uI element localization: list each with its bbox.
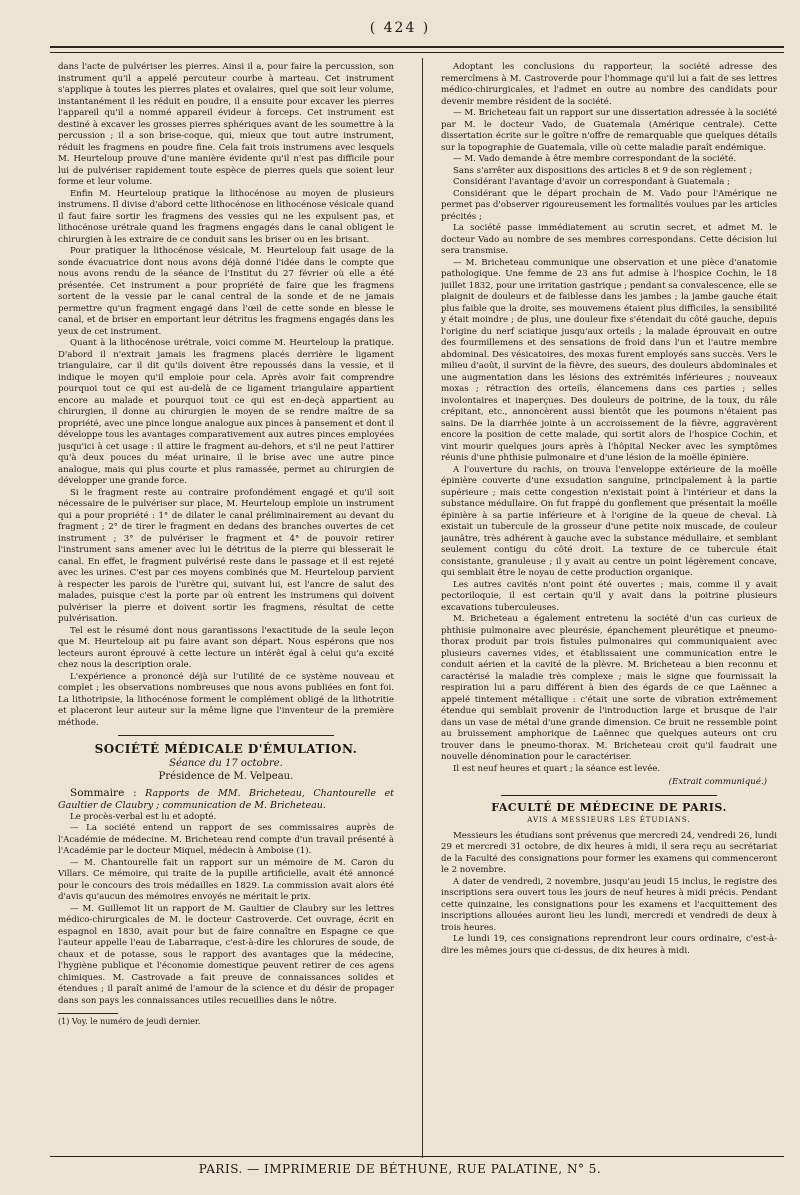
paragraph: M. Bricheteau a également entretenu la société d'un cas curieux de phthisie pulmonaire avec pleurésie, épanchement pleurétique et pneumo-thorax produit par trois fistules pulmonaires qui communiquaient avec plusieurs cavernes vides, et établissaient une communication entre le conduit aérien et la cavité de la plèvre. M. Bricheteau a bien reconnu et caractérisé la maladie très complexe ; mais le signe que fournissait la respiration lui a paru différent à bien des égards de ce que Laënnec a appelé tintement métallique : c'était une sorte de vibration extrêmement étendue qui semblait provenir de l'introduction large et brusque de l'air dans un vase de métal d'une grande dimension. Ce bruit ne ressemble point au bruissement amphorique de Laënnec que quelques auteurs ont cru trouver dans le pneumo-thorax. M. Bricheteau croit qu'il faudrait une nouvelle dénomination pour le caractériser. [441, 614, 777, 762]
paragraph: Tel est le résumé dont nous garantissons l'exactitude de la seule leçon que M. Heurteloup ait pu faire avant son départ. Nous espérons que nos lecteurs auront éprouvé à cette lecture un intérêt égal à celui qu'a excité chez nous la description orale. [58, 625, 394, 670]
paragraph: L'expérience a prononcé déjà sur l'utilité de ce système nouveau et complet ; les observations nombreuses que nous avons publiées en font foi. La lithotripsie, la lithocénose forment le complément obligé de la lithotritie et placeront leur auteur sur la même ligne que l'inventeur de la première méthode. [58, 671, 394, 728]
paragraph: Considérant que le départ prochain de M. Vado pour l'Amérique ne permet pas d'observer rigoureusement les formalités voulues par les articles précités ; [441, 188, 777, 222]
column-divider [422, 58, 423, 1158]
paragraph: — La société entend un rapport de ses commissaires auprès de l'Académie de médecine. M. Bricheteau rend compte d'un travail présenté à l'Académie par le docteur Miquel, médecin à Amboise (1). [58, 823, 394, 856]
footnote: (1) Voy. le numéro de jeudi dernier. [58, 1017, 201, 1026]
paragraph: Messieurs les étudians sont prévenus que mercredi 24, vendredi 26, lundi 29 et mercredi 31 octobre, de dix heures à midi, il sera reçu au secrétariat de la Faculté des consignations pour former les examens qui commenceront le 2 novembre. [441, 830, 777, 875]
paragraph: Les autres cavités n'ont point été ouvertes ; mais, comme il y avait pectoriloquie, il est certain qu'il y avait dans la poitrine plusieurs excavations tuberculeuses. [441, 579, 777, 613]
faculty-title: FACULTÉ DE MÉDECINE DE PARIS. [491, 800, 727, 814]
paragraph: Il est neuf heures et quart ; la séance est levée. [453, 763, 661, 774]
paragraph: Le procès-verbal est lu et adopté. [70, 811, 217, 822]
sommaire [58, 787, 394, 812]
paragraph: Quant à la lithocénose urétrale, voici comme M. Heurteloup la pratique. D'abord il n'extrait jamais les fragmens placés derrière le ligament triangulaire, car il dit qu'ils doivent être repoussés dans la vessie, et il indique le moyen qu'il emploie pour cela. Après avoir fait comprendre pourquoi tout ce qui est au-delà de ce ligament triangulaire appartient encore au malade et pourquoi tout ce qui est en-deçà appartient au chirurgien, il donne au chirurgien le moyen de se rendre maître de sa propriété, avec une pince longue analogue aux pinces à pansement et dont il développe tous les avantages comparativement aux autres pinces employées jusqu'ici à cet usage : il attire le fragment au-dehors, et s'il ne peut l'attirer qu'à deux pouces du méat urinaire, il le brise avec une autre pince analogue, mais qui plus courte et plus ramassée, permet au chirurgien de développer une grande force. [58, 338, 394, 486]
paragraph: A l'ouverture du rachis, on trouva l'enveloppe extérieure de la moëlle épinière couverte d'une exsudation sanguine, principalement à la partie supérieure ; mais cette congestion n'existait point à l'intérieur et dans la substance médullaire. On fut frappé du gonflement que présentait la moëlle épinière à sa partie inférieure et à l'origine de la queue de cheval. Là existait un tubercule de la grosseur d'une petite noix muscade, de couleur jaunâtre, très adhérent à gauche avec la substance médullaire, et semblant seulement contigu du côté droit. La texture de ce tubercule était consistante, granuleuse ; il y avait au centre un point légèrement concave, qui semblait être le noyau de cette production organique. [441, 464, 777, 578]
paragraph: — M. Vado demande à être membre correspondant de la société. [453, 154, 737, 164]
sommaire-text: Rapports de MM. Bricheteau, Chantourelle et Gaultier de Claubry ; communication de M. Bricheteau. [58, 787, 394, 811]
faculty-subtitle: AVIS A MESSIEURS LES ÉTUDIANS. [527, 816, 691, 824]
left-column [58, 62, 394, 1144]
section-divider [118, 735, 334, 736]
paragraph: Considérant l'avantage d'avoir un correspondant à Guatemala ; [453, 177, 730, 187]
paragraph: Adoptant les conclusions du rapporteur, la société adresse des remercîmens à M. Castroverde pour l'hommage qu'il lui a fait de ses lettres médico-chirurgicales, et l'admet en outre au nombre des candidats pour devenir membre résident de la société. [441, 62, 777, 107]
page-number: ( 424 ) [369, 20, 431, 36]
paragraph: Pour pratiquer la lithocénose vésicale, M. Heurteloup fait usage de la sonde évacuatrice dont nous avons déjà donné l'idée dans le compte que nous avons rendu de la séance de l'Institut du 27 février où elle a été présentée. Cet instrument a pour propriété de faire que les fragmens sortent de la vessie par le canal central de la sonde et de ne jamais permettre qu'un fragment engagé dans l'œil de cette sonde en blesse le canal, et de briser en emportant leur détritus les fragmens engagés dans les yeux de cet instrument. [58, 246, 394, 337]
paragraph: Si le fragment reste au contraire profondément engagé et qu'il soit nécessaire de le pulvériser sur place, M. Heurteloup emploie un instrument qui a pour propriété : 1° de dilater le canal préliminairement au devant du fragment ; 2° de tirer le fragment en dedans des branches ouvertes de cet instrument ; 3° de pulvériser le fragment et 4° de pouvoir retirer l'instrument sans amener avec lui le détritus de la pierre qui blesserait le canal. En effet, le fragment pulvérisé reste dans le passage et il est rejeté avec les urines. C'est par ces moyens combinés que M. Heurteloup parvient à respecter les parois de l'urètre qui, suivant lui, est l'ancre de salut des malades, puisque c'est la porte par où entrent les instrumens qui doivent pulvériser la pierre et doivent sortir les fragmens, résultat de cette pulvérisation. [58, 487, 394, 624]
society-title: SOCIÉTÉ MÉDICALE D'ÉMULATION. [94, 742, 358, 756]
paragraph: Enfin M. Heurteloup pratique la lithocénose au moyen de plusieurs instrumens. Il divise d'abord cette lithocénose en lithocénose vésicale quand il faut faire sortir les fragmens des vessies qui ne les expulsent pas, et lithocénose urétrale quand les fragmens engagés dans le canal obligent le chirurgien à les extraire de ce conduit sans les briser ou en les brisant. [58, 188, 394, 245]
footer-rule [50, 1156, 784, 1157]
society-date: Séance du 17 octobre. [169, 757, 283, 769]
presidence: Présidence de M. Velpeau. [158, 771, 294, 782]
extrait-signature: (Extrait communiqué.) [668, 777, 767, 787]
paragraph: La société passe immédiatement au scrutin secret, et admet M. le docteur Vado au nombre de ses membres correspondans. Cette décision lui sera transmise. [441, 223, 777, 256]
imprint-footer: PARIS. — IMPRIMERIE DE BÉTHUNE, RUE PALATINE, N° 5. [198, 1162, 602, 1176]
footnote-rule [58, 1013, 118, 1014]
section-divider [501, 795, 717, 796]
paragraph: dans l'acte de pulvériser les pierres. Ainsi il a, pour faire la percussion, son instrument qu'il a appelé percuteur courbe à marteau. Cet instrument s'applique à toutes les pierres plates et ovalaires, quel que soit leur volume, instantanément il les réduit en poudre, il a ensuite pour excaver les pierres l'appareil qu'il a nommé appareil évideur à forceps. Cet instrument est destiné à excaver les grosses pierres sphériques avant de les soumettre à la percussion ; il a son brise-coque, qui, mieux que tout autre instrument, réduit les fragmens en poudre fine. Cela fait trois instrumens avec lesquels M. Heurteloup prouve d'une manière évidente qu'il n'est pas difficile pour lui de pulvériser rapidement toute espèce de pierres quels que soient leur forme et leur volume. [58, 62, 394, 187]
paragraph: Le lundi 19, ces consignations reprendront leur cours ordinaire, c'est-à-dire les mêmes jours que ci-dessus, de dix heures à midi. [441, 934, 777, 956]
paragraph: A dater de vendredi, 2 novembre, jusqu'au jeudi 15 inclus, le registre des inscriptions sera ouvert tous les jours de neuf heures à midi précis. Pendant cette quinzaine, les consignations pour les examens et l'acquittement des inscriptions allouées auront lieu les lundi, mercredi et vendredi de deux à trois heures. [441, 876, 777, 933]
header-rule [50, 46, 784, 53]
paragraph: — M. Chantourelle fait un rapport sur un mémoire de M. Caron du Villars. Ce mémoire, qui traite de la pupille artificielle, avait été annoncé pour le concours des trois médailles en 1829. La commission avait alors été d'avis qu'aucun des mémoires envoyés ne méritait le prix. [58, 857, 394, 902]
right-column [441, 62, 777, 1144]
sommaire-label: Sommaire : [70, 786, 137, 799]
paragraph: — M. Guillemot lit un rapport de M. Gaultier de Claubry sur les lettres médico-chirurgicales de M. le docteur Castroverde. Cet ouvrage, écrit en espagnol en 1830, avait pour but de faire connaître en Espagne ce que l'auteur appelle l'eau de Labarraque, c'est-à-dire les chlorures de soude, de chaux et de potasse, sous le rapport des avantages que la médecine, l'hygiène publique et l'économie domestique peuvent retirer de ces agens chimiques. M. Castrovade a fait preuve de connaissances solides et étendues ; il paraît animé de l'amour de la science et du désir de propager dans son pays les connaissances utiles recueillies dans le nôtre. [58, 903, 394, 1006]
paragraph: Sans s'arrêter aux dispositions des articles 8 et 9 de son règlement ; [453, 165, 753, 176]
paragraph: — M. Bricheteau communique une observation et une pièce d'anatomie pathologique. Une femme de 23 ans fut admise à l'hospice Cochin, le 18 juillet 1832, pour une irritation gastrique ; pendant sa convalescence, elle se plaignit de douleurs et de faiblesse dans les jambes ; la jambe gauche était plus faible que la droite, ses mouvemens étaient plus difficiles, la sensibilité y était moindre ; de plus, une douleur fixe s'étendait du côté gauche, depuis l'origine du nerf sciatique jusqu'aux orteils ; la malade éprouvait en outre des fourmillemens et des sensations de froid dans l'un et l'autre membre abdominal. Des vésicatoires, des moxas furent employés sans succès. Vers le milieu d'août, il survint de la fièvre, des sueurs, des douleurs abdominales et une augmentation dans les lésions des extrémités inférieures ; nouveaux moxas ; rétraction des orteils, élancemens dans ces parties ; selles involontaires et inaperçues. Des douleurs de poitrine, de la toux, du râle crépitant, etc., annoncèrent aussi bientôt que les poumons n'étaient pas sains. De la diarrhée jointe à un accroissement de la fièvre, aggravèrent encore la position de cette malade, qui sortit alors de l'hospice Cochin, et vint mourir quelques jours après à l'hôpital Necker avec les symptômes réunis d'une phthisie pulmonaire et d'une lésion de la moëlle épinière. [441, 257, 777, 463]
paragraph: — M. Bricheteau fait un rapport sur une dissertation adressée à la société par M. le docteur Vado, de Guatemala (Amérique centrale). Cette dissertation écrite sur le goître n'offre de remarquable que quelques détails sur la topographie de Guatemala, ville où cette maladie paraît endémique. [441, 108, 777, 153]
